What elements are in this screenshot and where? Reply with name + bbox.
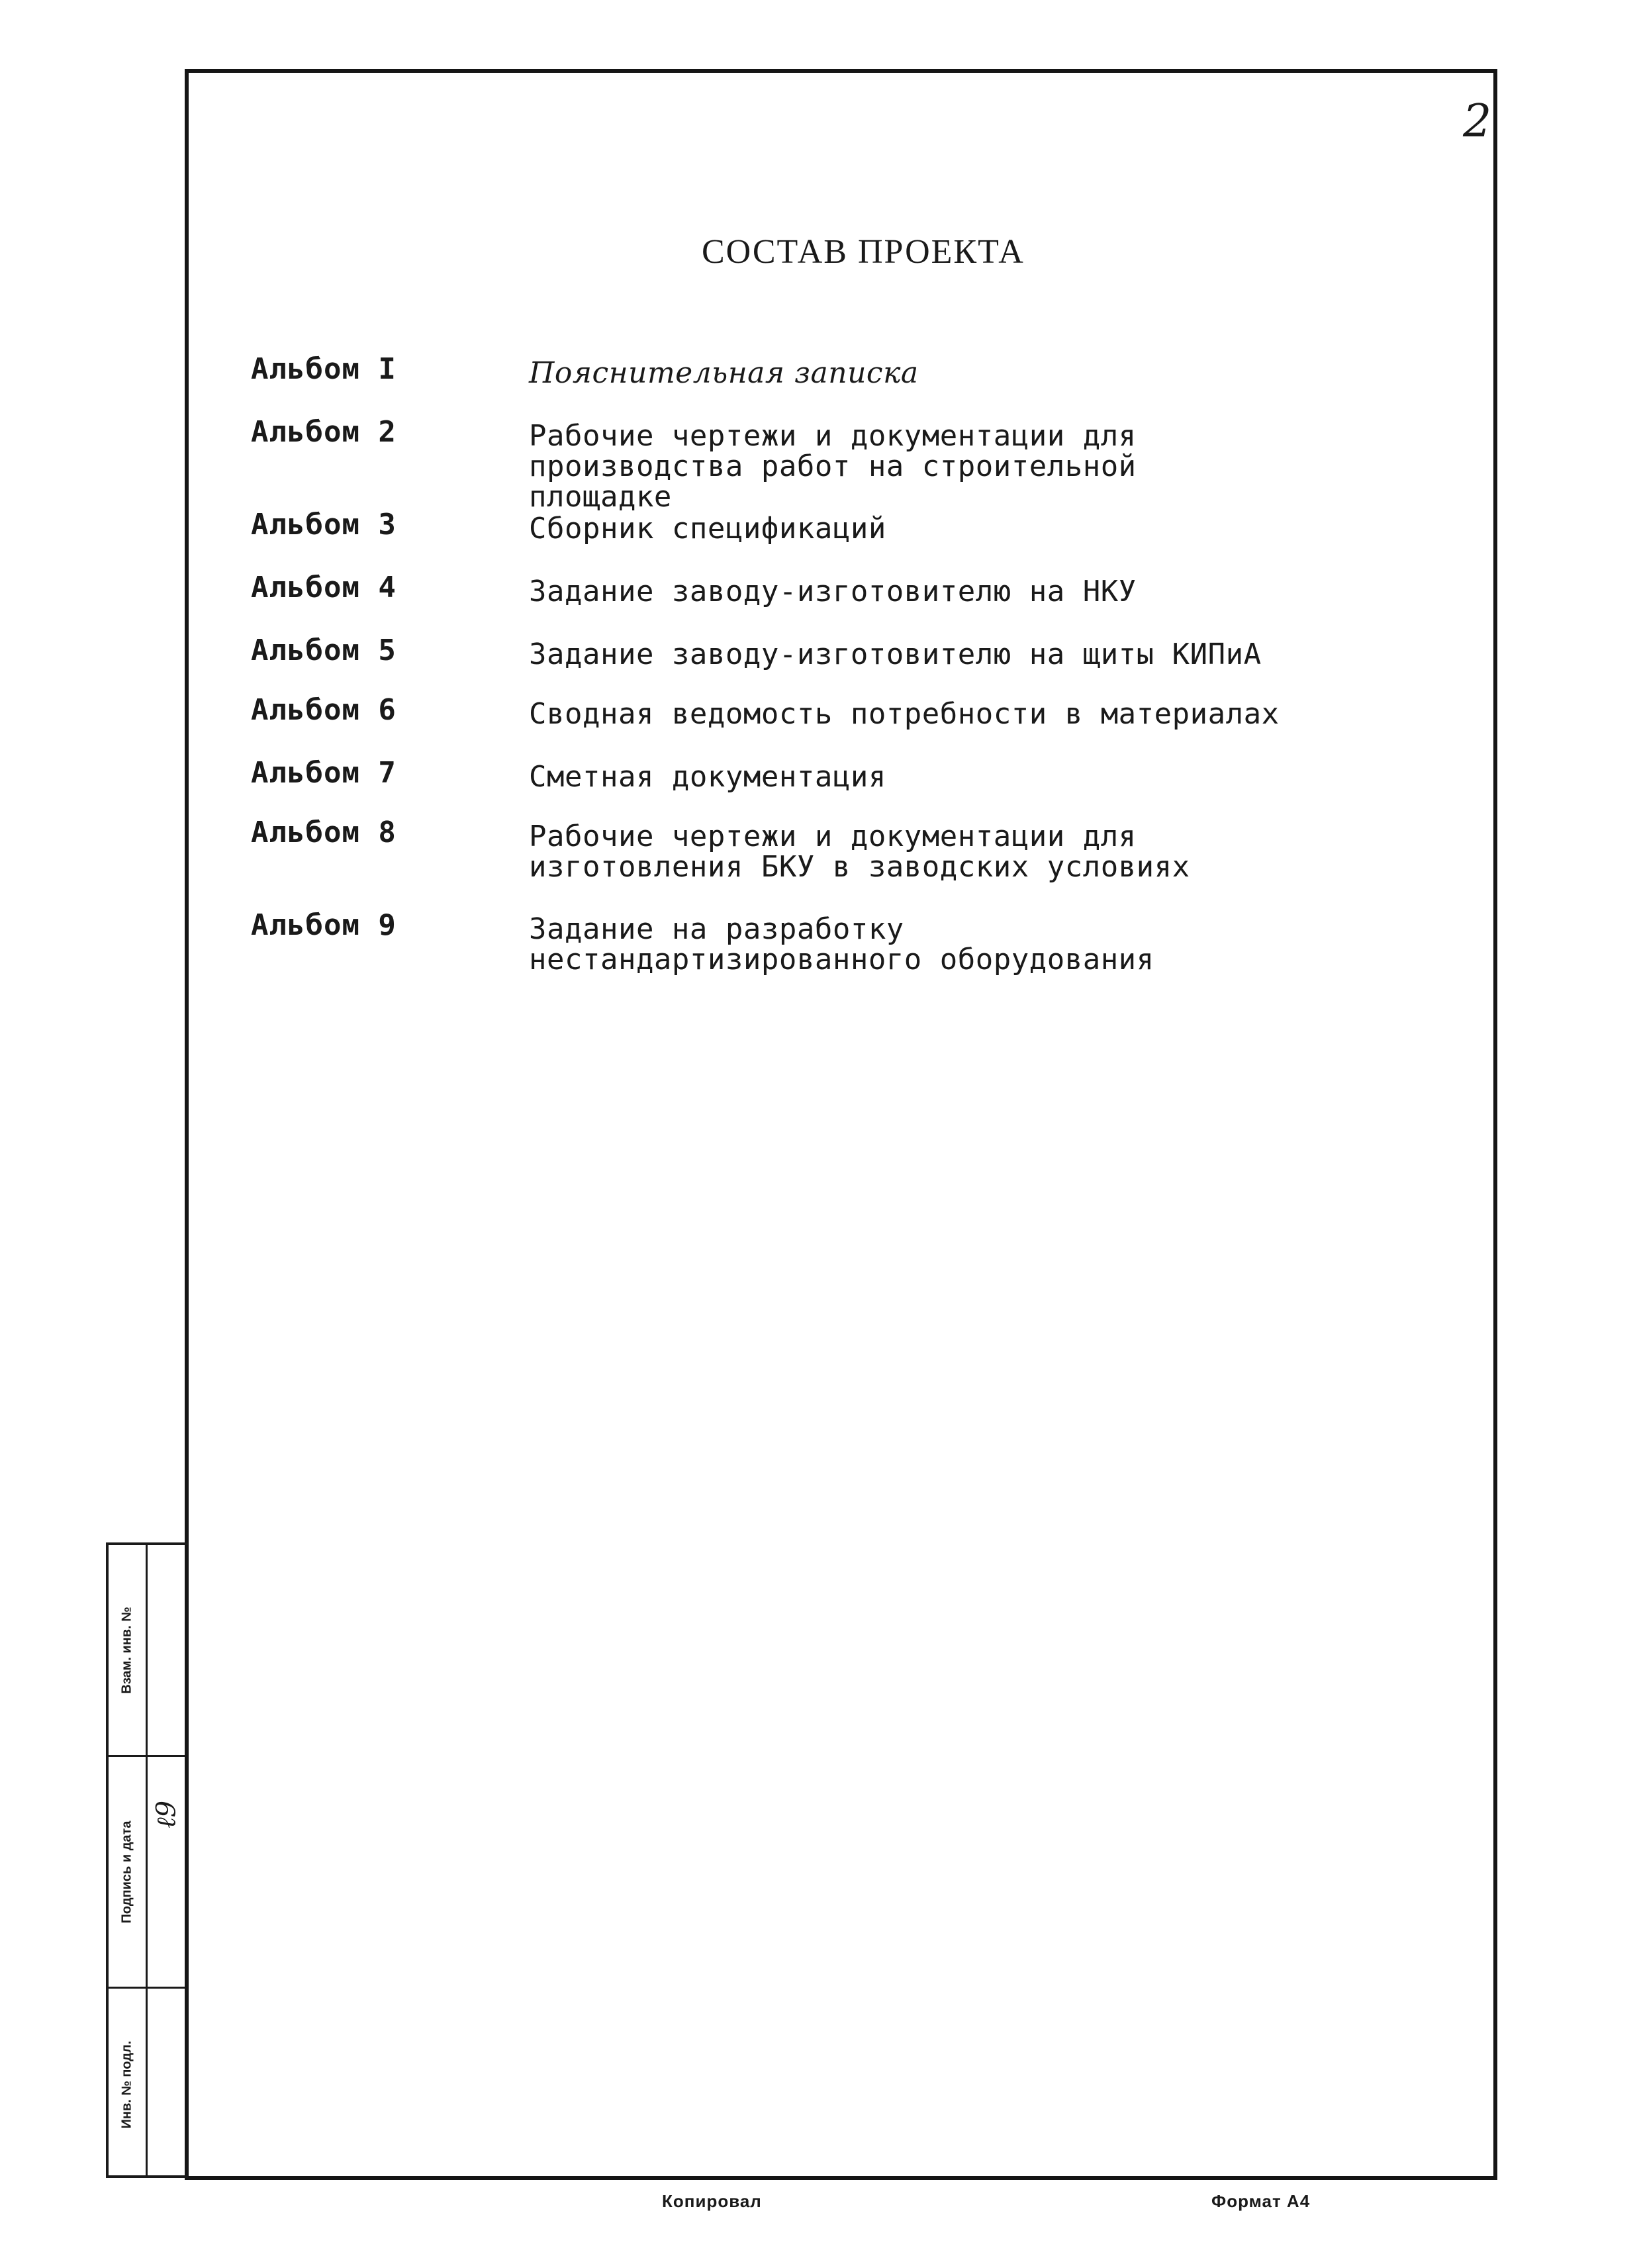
footer-copied: Копировал <box>662 2191 762 2211</box>
album-label: Альбом 5 <box>251 634 397 667</box>
album-label: Альбом 2 <box>251 415 397 449</box>
stamp-cell <box>109 1545 146 1757</box>
stamp-values-column <box>148 1545 185 2175</box>
album-label: Альбом 8 <box>251 816 397 849</box>
footer-format: Формат А4 <box>1211 2191 1311 2211</box>
album-description: Сметная документация <box>529 760 886 794</box>
album-label: Альбом 6 <box>251 693 397 727</box>
stamp-value-cell <box>148 1989 185 2181</box>
stamp-label-original: Инв. № подл. <box>119 2040 134 2129</box>
album-label: Альбом I <box>251 352 397 386</box>
album-description: Пояснительная записка <box>529 356 919 390</box>
stamp-value-cell <box>148 1545 185 1757</box>
album-description: Сводная ведомость потребности в материалах <box>529 697 1280 731</box>
album-label: Альбом 4 <box>251 571 397 604</box>
album-description: Сборник спецификаций <box>529 512 886 545</box>
album-description: Рабочие чертежи и документации для изготовления БКУ в заводских условиях <box>529 820 1190 884</box>
album-description: Задание на разработку нестандартизированного оборудования <box>529 912 1154 976</box>
page-title: СОСТАВ ПРОЕКТА <box>702 233 1025 271</box>
album-description: Задание заводу-изготовителю на щиты КИПиА <box>529 638 1262 671</box>
stamp-cell <box>109 1757 146 1989</box>
stamp-labels-column <box>109 1545 148 2175</box>
album-label: Альбом 7 <box>251 756 397 790</box>
album-label: Альбом 3 <box>251 508 397 542</box>
stamp-cell <box>109 1989 146 2181</box>
album-label: Альбом 9 <box>251 908 397 942</box>
stamp-label-signature-date: Подпись и дата <box>119 1820 134 1923</box>
side-stamp <box>106 1542 188 2178</box>
page-number: 2 <box>1463 95 1492 148</box>
stamp-label-replacement: Взам. инв. № <box>119 1606 134 1694</box>
album-description: Задание заводу-изготовителю на НКУ <box>529 575 1137 608</box>
stamp-value-cell <box>148 1757 185 1989</box>
handwritten-signature: ℓ9 <box>151 1800 182 1828</box>
album-description: Рабочие чертежи и документации для производства работ на строительной площадке <box>529 419 1137 514</box>
